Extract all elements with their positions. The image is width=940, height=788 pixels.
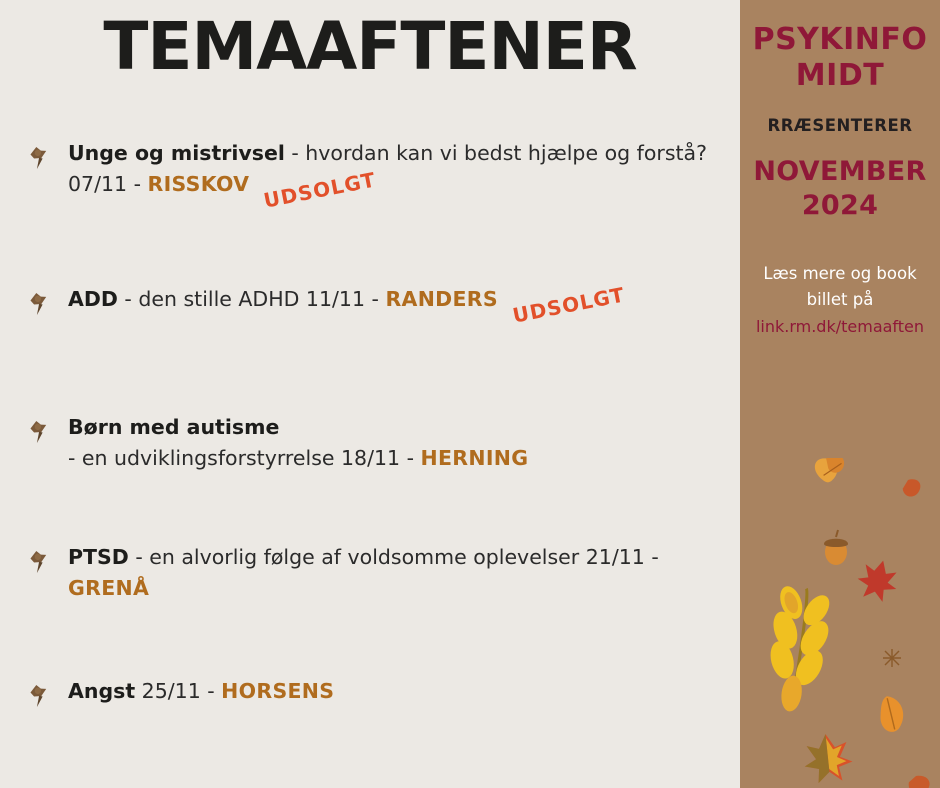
event-title: PTSD bbox=[68, 545, 129, 569]
event-description: - den stille ADHD 11/11 - bbox=[117, 287, 386, 311]
event-text bbox=[68, 282, 740, 328]
page-title: TEMAAFTENER bbox=[103, 8, 637, 85]
booking-info bbox=[740, 261, 940, 313]
list-item[interactable] bbox=[0, 284, 740, 344]
event-description: 25/11 - bbox=[135, 679, 222, 703]
event-text bbox=[68, 412, 740, 474]
autumn-leaves-decoration bbox=[740, 458, 940, 788]
leaf-icon bbox=[905, 771, 932, 788]
event-title: ADD bbox=[68, 287, 118, 311]
maple-leaf-icon bbox=[854, 556, 903, 605]
event-description: - hvordan kan vi bedst hjælpe og forstå? 07/11 - bbox=[68, 141, 707, 196]
pushpin-icon bbox=[26, 288, 56, 318]
acorn-icon bbox=[824, 530, 848, 565]
event-text bbox=[68, 138, 740, 213]
pushpin-icon bbox=[26, 546, 56, 576]
booking-link[interactable]: link.rm.dk/temaaften bbox=[755, 317, 925, 336]
presents-label: RRÆSENTERER bbox=[767, 116, 913, 135]
status-badge: UDSOLGT bbox=[262, 167, 379, 213]
leaf-icon bbox=[877, 694, 906, 734]
compound-leaf-icon bbox=[756, 580, 839, 716]
event-title: Angst bbox=[68, 679, 136, 703]
pushpin-icon bbox=[26, 416, 56, 446]
event-title: Børn med autisme bbox=[68, 415, 280, 439]
pushpin-icon bbox=[26, 680, 56, 710]
sidebar bbox=[740, 0, 940, 788]
year-label: 2024 bbox=[801, 190, 879, 221]
maple-leaf-icon bbox=[802, 732, 855, 785]
list-item[interactable] bbox=[0, 676, 740, 736]
event-place: RANDERS bbox=[385, 287, 498, 311]
event-place: GRENÅ bbox=[68, 576, 150, 600]
pushpin-icon bbox=[26, 142, 56, 172]
event-description: - en alvorlig følge af voldsomme oplevelser 21/11 - bbox=[128, 545, 659, 569]
month-label: NOVEMBER bbox=[753, 156, 927, 187]
leaf-icon bbox=[901, 477, 922, 499]
list-item[interactable] bbox=[0, 542, 740, 604]
brand-title bbox=[740, 22, 940, 94]
event-list bbox=[0, 130, 740, 736]
event-place: HORSENS bbox=[221, 679, 335, 703]
event-place: HERNING bbox=[420, 446, 529, 470]
booking-info-line-1: Læs mere og book bbox=[763, 264, 917, 283]
event-description: - en udviklingsforstyrrelse 18/11 - bbox=[68, 446, 421, 470]
brand-line-1: PSYKINFO bbox=[752, 22, 928, 57]
event-text bbox=[68, 542, 740, 604]
event-text bbox=[68, 676, 740, 707]
brand-line-2: MIDT bbox=[795, 58, 885, 93]
status-badge: UDSOLGT bbox=[510, 282, 627, 328]
event-title: Unge og mistrivsel bbox=[68, 141, 285, 165]
list-item[interactable] bbox=[0, 412, 740, 474]
event-place: RISSKOV bbox=[147, 172, 250, 196]
list-item[interactable] bbox=[0, 138, 740, 213]
leaf-icon bbox=[813, 458, 848, 484]
date-block bbox=[740, 155, 940, 223]
seed-pod-icon bbox=[883, 649, 901, 667]
booking-info-line-2: billet på bbox=[806, 290, 874, 309]
